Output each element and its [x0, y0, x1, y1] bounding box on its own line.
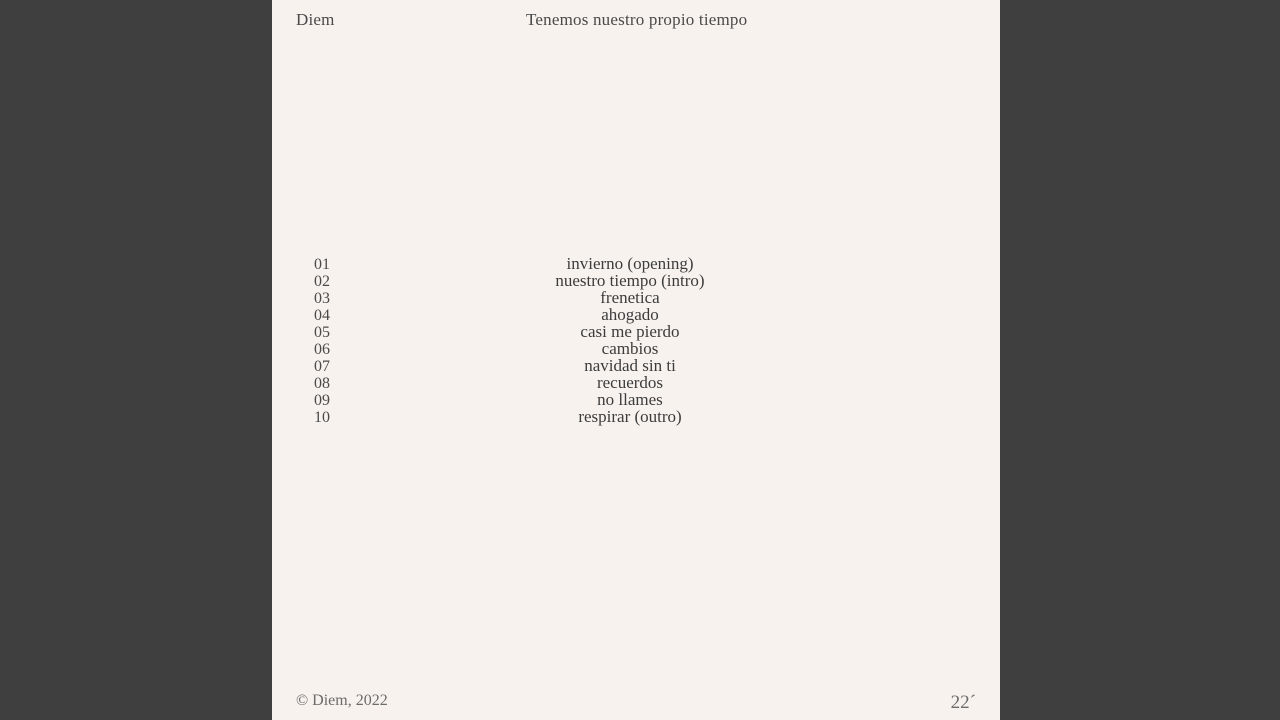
track-number: 08: [314, 375, 330, 392]
track-row[interactable]: [296, 374, 976, 391]
track-title: recuerdos: [596, 373, 664, 392]
copyright-text: © Diem, 2022: [296, 692, 388, 709]
track-title: nuestro tiempo (intro): [555, 271, 705, 290]
track-number: 05: [314, 324, 330, 341]
track-row[interactable]: [296, 357, 976, 374]
track-title: no llames: [597, 390, 663, 409]
track-title: navidad sin ti: [584, 356, 676, 375]
track-number: 01: [314, 256, 330, 273]
album-page: [272, 0, 1000, 720]
track-title: ahogado: [601, 305, 659, 324]
track-number: 03: [314, 290, 330, 307]
tracklist: [296, 255, 976, 425]
track-row[interactable]: [296, 408, 976, 425]
page-header: [296, 10, 976, 38]
track-number: 02: [314, 273, 330, 290]
track-number: 10: [314, 409, 330, 426]
track-number: 09: [314, 392, 330, 409]
track-row[interactable]: [296, 391, 976, 408]
track-title: frenetica: [600, 288, 660, 307]
page-footer: [296, 688, 976, 713]
track-title: invierno (opening): [566, 254, 694, 273]
track-row[interactable]: [296, 306, 976, 323]
total-duration: 22´: [950, 692, 976, 713]
brand-name: Diem: [296, 10, 335, 29]
track-row[interactable]: [296, 289, 976, 306]
track-number: 07: [314, 358, 330, 375]
track-number: 06: [314, 341, 330, 358]
track-row[interactable]: [296, 340, 976, 357]
track-title: casi me pierdo: [580, 322, 680, 341]
track-number: 04: [314, 307, 330, 324]
track-title: cambios: [601, 339, 659, 358]
track-title: respirar (outro): [578, 407, 682, 426]
track-row[interactable]: [296, 255, 976, 272]
track-row[interactable]: [296, 323, 976, 340]
track-row[interactable]: [296, 272, 976, 289]
album-title: Tenemos nuestro propio tiempo: [526, 10, 748, 29]
